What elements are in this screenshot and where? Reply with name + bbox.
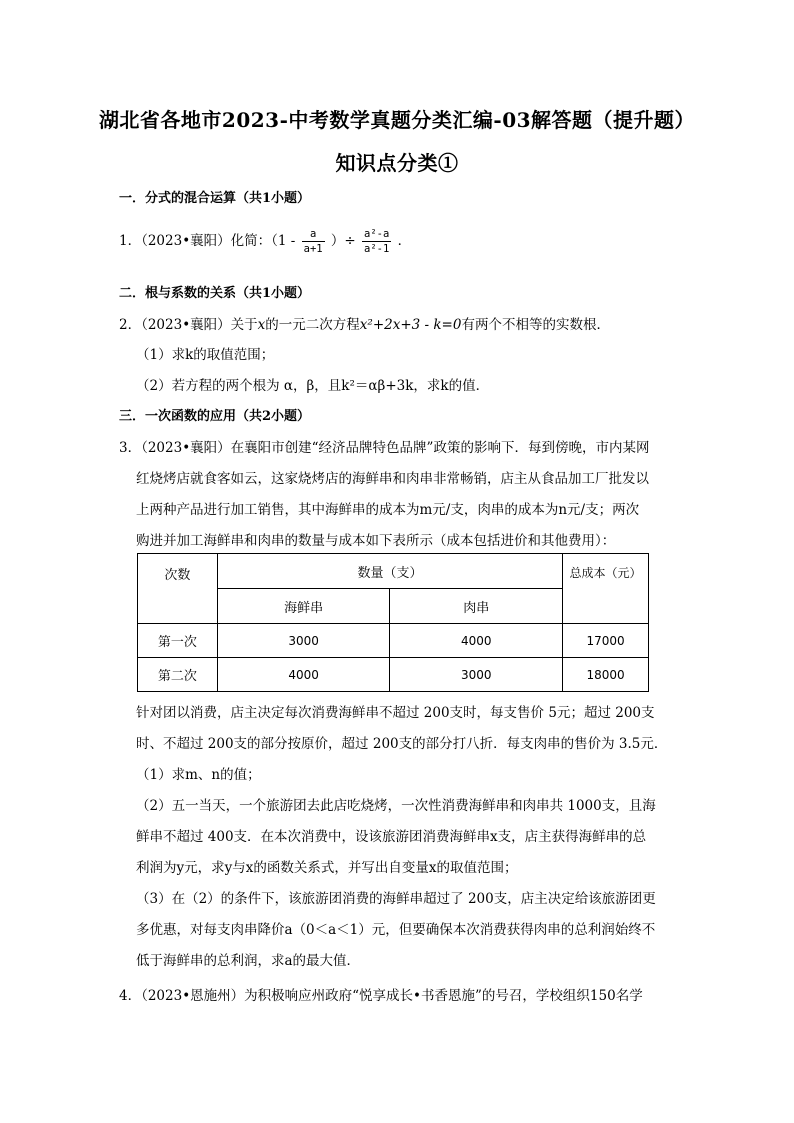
q3-line-4: 购进并加工海鲜串和肉串的数量与成本如下表所示（成本包括进价和其他费用）： <box>136 533 616 549</box>
section-heading-3: 三．一次函数的应用（共2小题） <box>119 409 311 424</box>
q3-line-6: 时、不超过 200支的部分按原价，超过 200支的部分打八折．每支肉串的售价为 3.5元． <box>136 736 668 752</box>
q1-fraction-1 <box>302 228 325 255</box>
q3-line-5: 针对团以消费，店主决定每次消费海鲜串不超过 200支时，每支售价 5元；超过 200支 <box>136 705 655 721</box>
cell-meat: 4000 <box>390 624 563 658</box>
q3-part-3-line-3: 低于海鲜串的总利润，求a的最大值． <box>136 953 361 969</box>
cell-total: 18000 <box>563 658 649 692</box>
header-quantity: 数量（支） <box>217 554 562 589</box>
q1-mid: ）÷ <box>330 233 356 249</box>
q2-equation: x²+2x+3 - k=0 <box>359 317 462 333</box>
document-subtitle: 知识点分类① <box>335 151 459 175</box>
question-4-line-1: 4．（2023•恩施州）为积极响应州政府“悦享成长•书香恩施”的号召，学校组织150名学 <box>119 988 643 1004</box>
cell-seafood: 3000 <box>217 624 390 658</box>
row-label: 第一次 <box>138 624 218 658</box>
q2-text-a: 2．（2023•襄阳）关于 <box>119 317 258 333</box>
q1-fraction-2 <box>362 228 391 255</box>
table-header-row <box>138 554 649 589</box>
table-row <box>138 624 649 658</box>
q1-frac2-denominator: a²-1 <box>364 243 390 255</box>
q3-part-1: （1）求m、n的值； <box>136 767 261 783</box>
q1-frac1-denominator: a+1 <box>303 243 323 255</box>
q1-suffix: ． <box>397 233 412 249</box>
q2-text-b: 的一元二次方程 <box>265 317 360 333</box>
q3-part-3-line-2: 多优惠，对每支肉串降价a（0＜a＜1）元，但要确保本次消费获得肉串的总利润始终不 <box>136 922 656 938</box>
q3-part-2-line-2: 鲜串不超过 400支．在本次消费中，设该旅游团消费海鲜串x支，店主获得海鲜串的总 <box>136 829 647 845</box>
q1-frac1-numerator: a <box>302 228 325 242</box>
q3-line-3: 上两种产品进行加工销售，其中海鲜串的成本为m元/支，肉串的成本为n元/支；两次 <box>136 502 640 518</box>
q3-part-2-line-1: （2）五一当天，一个旅游团去此店吃烧烤，一次性消费海鲜串和肉串共 1000支，且海 <box>136 798 656 814</box>
q2-var-x: x <box>257 317 266 333</box>
cell-seafood: 4000 <box>217 658 390 692</box>
document-title: 湖北省各地市2023-中考数学真题分类汇编-03解答题（提升题） <box>98 108 696 132</box>
q1-prefix: 1．（2023•襄阳）化简：（1 - <box>119 233 296 249</box>
row-label: 第二次 <box>138 658 218 692</box>
q3-part-3-line-1: （3）在（2）的条件下，该旅游团消费的海鲜串超过了 200支，店主决定给该旅游团更 <box>136 891 656 907</box>
cell-meat: 3000 <box>390 658 563 692</box>
header-meat: 肉串 <box>390 589 563 624</box>
question-2 <box>119 313 610 333</box>
q2-part-1: （1）求k的取值范围； <box>136 347 275 363</box>
header-total-cost: 总成本（元） <box>563 554 649 624</box>
q3-line-1: 3．（2023•襄阳）在襄阳市创建“经济品牌特色品牌”政策的影响下．每到傍晚，市内某网 <box>119 440 650 456</box>
q1-frac2-numerator: a²-a <box>364 228 390 240</box>
header-seafood: 海鲜串 <box>217 589 390 624</box>
question-1 <box>119 228 411 255</box>
q3-line-2: 红烧烤店就食客如云，这家烧烤店的海鲜串和肉串非常畅销，店主从食品加工厂批发以 <box>136 471 649 487</box>
q3-part-2-line-3: 利润为y元，求y与x的函数关系式，并写出自变量x的取值范围； <box>136 860 518 876</box>
table-row <box>138 658 649 692</box>
section-heading-2: 二．根与系数的关系（共1小题） <box>119 286 311 301</box>
cell-total: 17000 <box>563 624 649 658</box>
section-heading-1: 一．分式的混合运算（共1小题） <box>119 191 311 206</box>
header-times: 次数 <box>138 554 218 624</box>
q2-text-c: 有两个不相等的实数根． <box>461 317 610 333</box>
q2-part-2: （2）若方程的两个根为 α，β，且k²＝αβ+3k，求k的值． <box>136 378 490 394</box>
cost-table <box>137 553 649 692</box>
